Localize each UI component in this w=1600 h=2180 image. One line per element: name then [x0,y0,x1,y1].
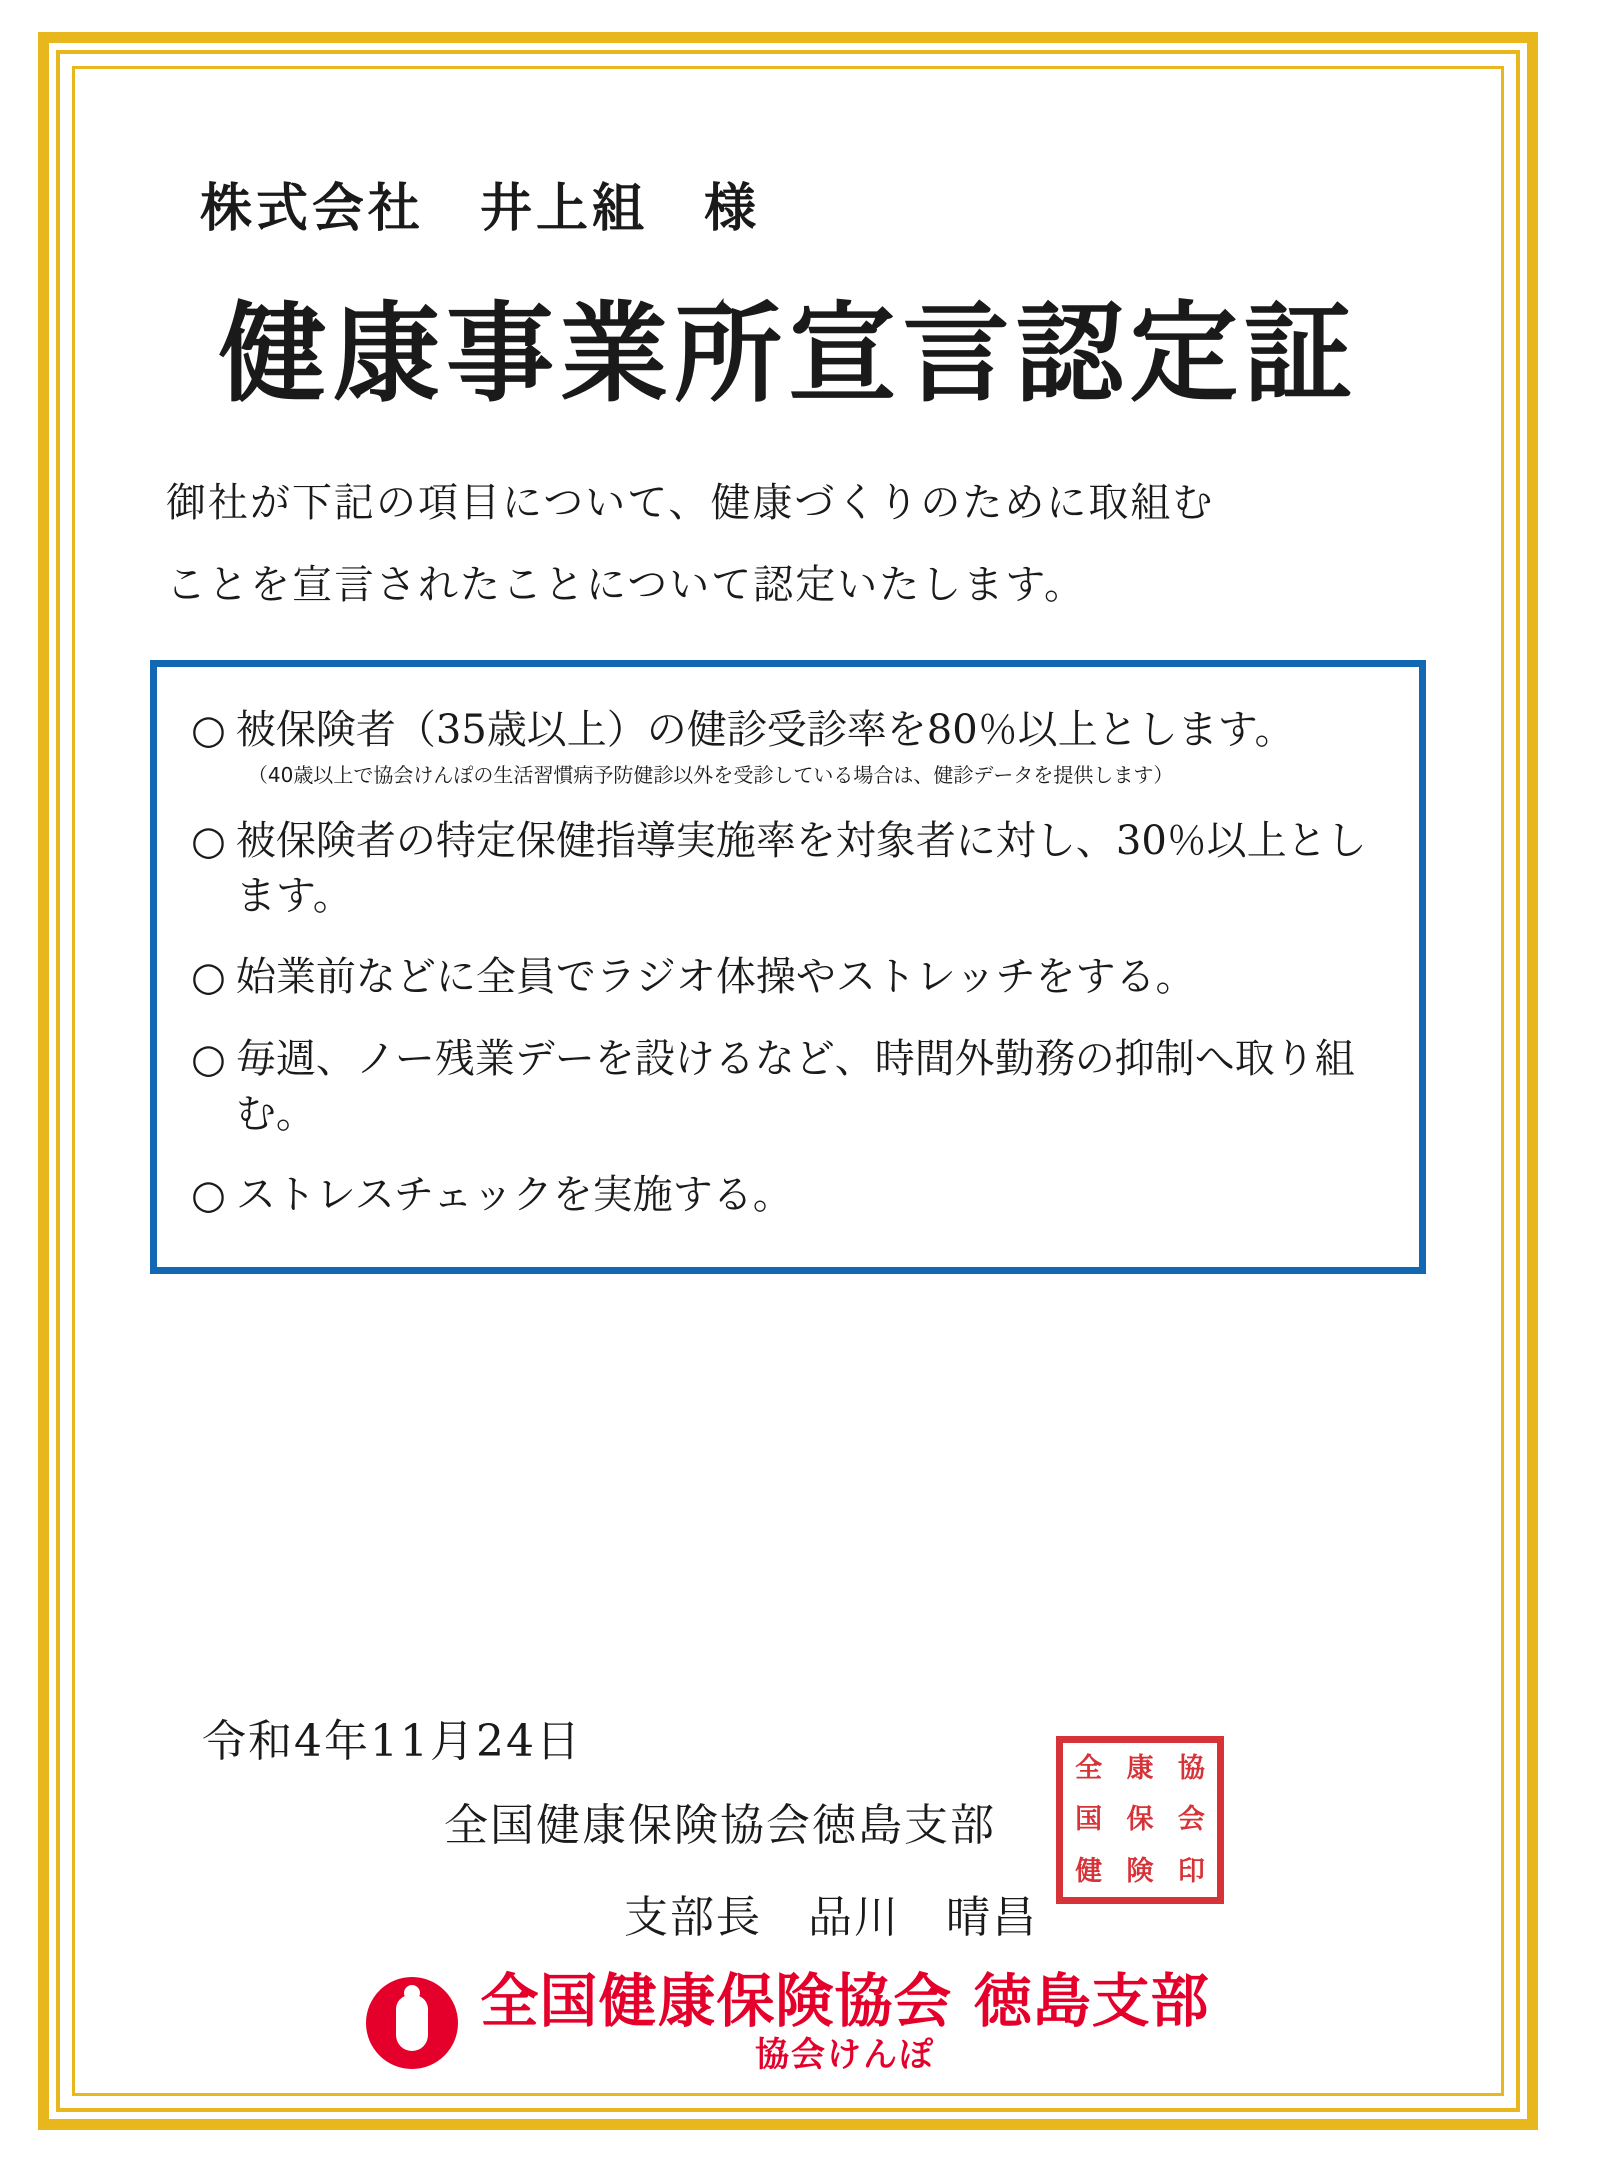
declaration-text: 始業前などに全員でラジオ体操やストレッチをする。 [235,954,1196,1001]
seal-char: 保 [1126,1804,1154,1836]
issue-date: 令和4年11月24日 [202,1716,582,1768]
circle-bullet-icon: ○ [191,817,226,864]
declaration-item [191,814,1385,924]
circle-bullet-icon: ○ [191,954,226,1001]
branch-chief-name: 支部長 品川 晴昌 [624,1892,1038,1944]
circle-bullet-icon: ○ [191,1171,226,1218]
seal-char: 国 [1075,1804,1103,1836]
logo-main-text: 全国健康保険協会 徳島支部 [480,1967,1210,2036]
seal-char: 康 [1126,1753,1154,1785]
kyokai-kenpo-logo [84,1967,1492,2076]
seal-char: 全 [1075,1753,1103,1785]
recipient-company-name: 株式会社 井上組 様 [200,178,761,239]
seal-char: 会 [1177,1804,1205,1836]
seal-char: 健 [1075,1855,1103,1887]
declaration-item [191,950,1385,1005]
seal-char: 協 [1177,1753,1205,1785]
seal-char: 印 [1177,1855,1205,1887]
lead-line-2: ことを宣言されたことについて認定いたします。 [166,561,1086,608]
declaration-text: ストレスチェックを実施する。 [235,1171,793,1218]
logo-text [480,1967,1210,2076]
declaration-text: 毎週、ノー残業デーを設けるなど、時間外勤務の抑制へ取り組む。 [235,1035,1355,1137]
declaration-item [191,1032,1385,1142]
declaration-text: 被保険者（35歳以上）の健診受診率を80％以上とします。 [235,706,1295,753]
certificate-footer [84,1705,1492,2074]
official-seal-stamp [1056,1736,1224,1904]
circle-bullet-icon: ○ [191,1035,226,1082]
kenpo-person-icon [366,1977,458,2069]
declaration-item [191,703,1385,788]
certificate [38,32,1538,2130]
declaration-item [191,1168,1385,1223]
circle-bullet-icon: ○ [191,706,226,753]
declaration-note: （40歳以上で協会けんぽの生活習慣病予防健診以外を受診している場合は、健診データを提供します） [247,762,1174,787]
certificate-title: 健康事業所宣言認定証 [217,291,1358,417]
issuing-organization: 全国健康保険協会徳島支部 [444,1800,996,1852]
lead-paragraph [166,462,1432,626]
seal-char: 険 [1126,1855,1154,1887]
declaration-text: 被保険者の特定保健指導実施率を対象者に対し、30％以上とします。 [235,817,1367,920]
logo-sub-text: 協会けんぽ [754,2035,935,2076]
lead-line-1: 御社が下記の項目について、健康づくりのために取組む [166,479,1215,526]
declaration-box [150,660,1426,1274]
